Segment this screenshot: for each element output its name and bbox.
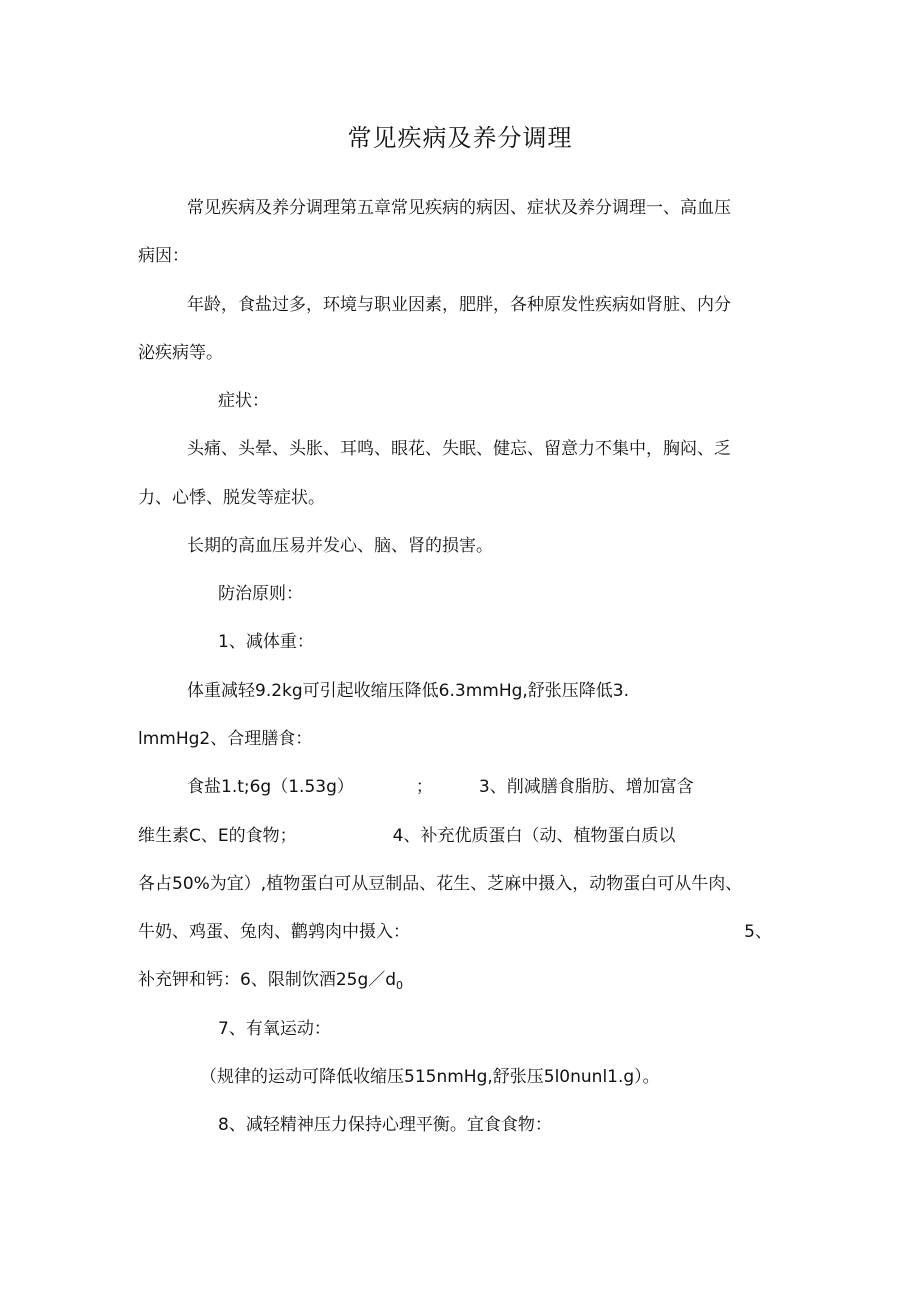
item-reduce-stress: 8、减轻精神压力保持心理平衡。宜食食物： <box>218 1115 552 1135</box>
item-number-5: 5、 <box>744 922 772 942</box>
diet-semicolon: ； <box>415 777 433 797</box>
heading-symptoms: 症状： <box>218 391 269 411</box>
paragraph-intro-line-1: 常见疾病及养分调理第五章常见疾病的病因、症状及养分调理一、高血压 <box>187 198 731 218</box>
paragraph-symptoms-line-2: 力、心悸、脱发等症状。 <box>138 488 325 508</box>
paragraph-symptoms-line-1: 头痛、头晕、头胀、耳鸣、眼花、失眠、健忘、留意力不集中，胸闷、乏 <box>187 439 731 459</box>
paragraph-intro-line-2: 病因： <box>138 246 189 266</box>
paragraph-weight-line-2: lmmHg2、合理膳食： <box>138 729 313 749</box>
diet-protein-text: 4、补充优质蛋白（动、植物蛋白质以 <box>392 826 676 846</box>
item-reduce-weight: 1、减体重： <box>218 632 314 652</box>
diet-salt-text: 食盐1.t;6g（1.53g） <box>187 777 354 797</box>
heading-prevention: 防治原则： <box>218 584 303 604</box>
item-aerobic-exercise: 7、有氧运动： <box>218 1019 331 1039</box>
diet-fat-text: 3、削减膳食脂肪、增加富含 <box>478 777 694 797</box>
paragraph-diet-line-5 <box>138 968 403 998</box>
diet-meat-text: 牛奶、鸡蛋、兔肉、鹳鹑肉中摄入： <box>138 922 410 942</box>
paragraph-causes-line-2: 泌疾病等。 <box>138 343 223 363</box>
diet-vitamin-text: 维生素C、E的食物； <box>138 826 297 846</box>
paragraph-complications: 长期的高血压易并发心、脑、肾的损害。 <box>187 536 493 556</box>
paragraph-diet-line-1 <box>187 775 694 799</box>
paragraph-diet-line-2 <box>138 824 675 848</box>
document-title: 常见疾病及养分调理 <box>347 124 573 152</box>
paragraph-diet-line-3: 各占50%为宜）,植物蛋白可从豆制品、花生、芝麻中摄入，动物蛋白可从牛肉、 <box>138 874 743 894</box>
paragraph-exercise: （规律的运动可降低收缩压515nmHg,舒张压5l0nunl1.g）。 <box>200 1067 660 1087</box>
paragraph-diet-line-4 <box>138 920 772 944</box>
diet-potassium-text: 补充钾和钙：6、限制饮酒25g／d <box>138 970 397 990</box>
paragraph-weight-line-1: 体重减轻9.2kg可引起收缩压降低6.3mmHg,舒张压降低3. <box>187 681 630 701</box>
diet-subscript: 0 <box>396 979 404 992</box>
paragraph-causes-line-1: 年龄，食盐过多，环境与职业因素，肥胖，各种原发性疾病如肾脏、内分 <box>187 295 731 315</box>
